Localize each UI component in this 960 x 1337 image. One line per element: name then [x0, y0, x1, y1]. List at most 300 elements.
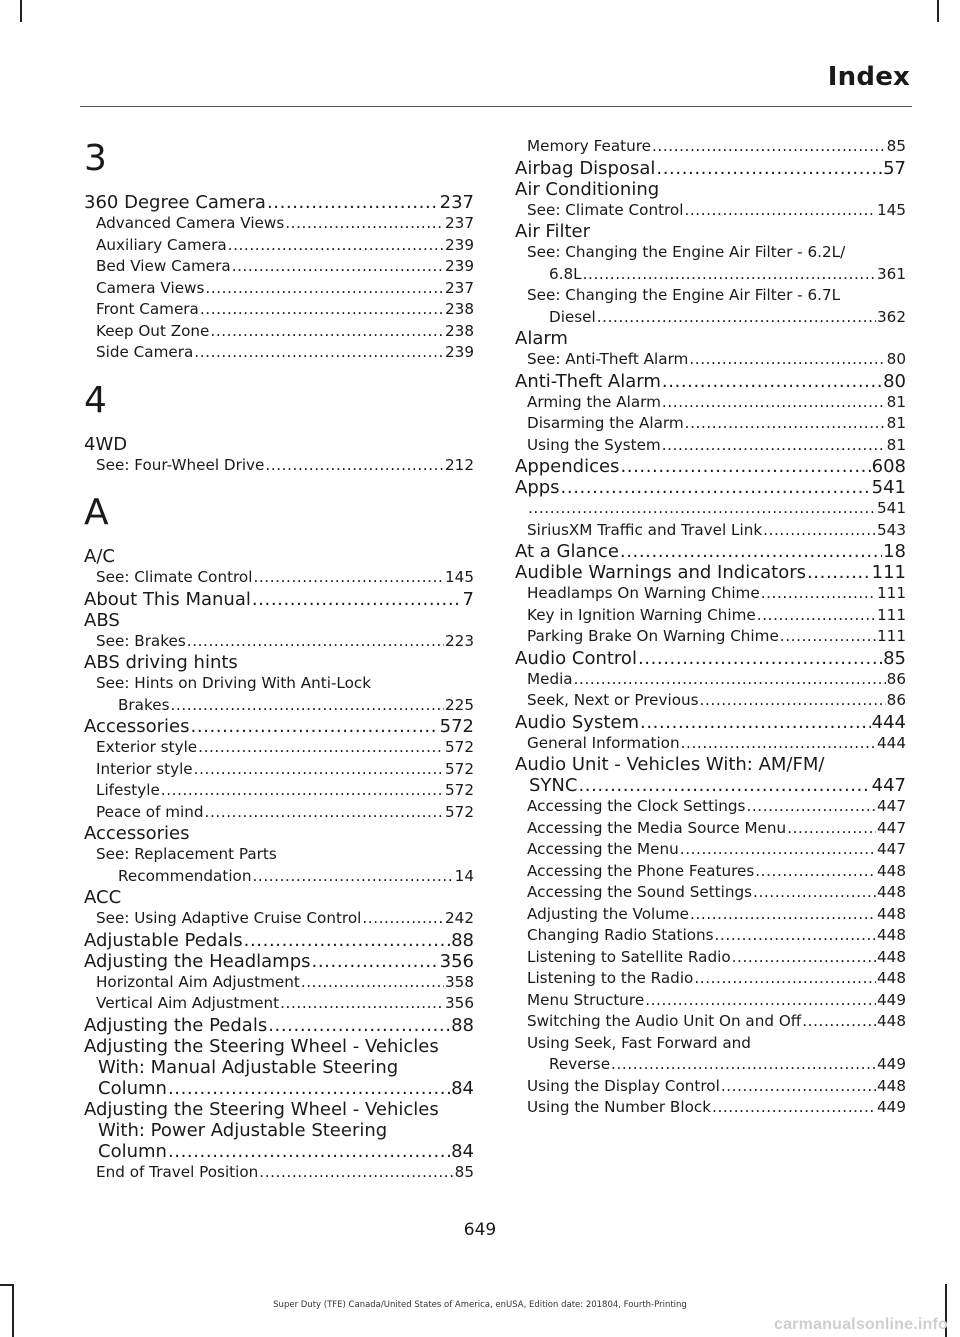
entry-line — [527, 136, 906, 158]
entry-text: Column — [98, 1077, 167, 1099]
index-subentry — [515, 413, 906, 435]
entry-line — [515, 541, 906, 562]
entry-text: Air Conditioning — [515, 178, 660, 200]
entry-line — [515, 775, 906, 796]
index-entry — [84, 192, 474, 213]
dot-leader — [561, 477, 871, 498]
section-letter: A — [84, 492, 109, 533]
entry-line — [96, 631, 474, 653]
page-reference: 145 — [445, 568, 474, 586]
page-reference: 225 — [445, 695, 474, 714]
entry-line — [527, 626, 906, 648]
section-letter: 3 — [84, 138, 107, 179]
dot-leader — [787, 818, 876, 840]
dot-leader — [285, 213, 444, 235]
dot-leader — [210, 321, 444, 343]
page-reference: 572 — [445, 781, 474, 799]
index-subentry — [515, 669, 906, 691]
entry-text: Vertical Aim Adjustment — [96, 994, 280, 1012]
entry-line — [527, 990, 906, 1012]
index-subentry — [84, 631, 474, 653]
entry-text: Lifestyle — [96, 781, 160, 799]
entry-text: Accessing the Media Source Menu — [527, 818, 787, 837]
dot-leader — [268, 1015, 450, 1036]
page-reference: 572 — [445, 802, 474, 821]
page-reference: 7 — [462, 588, 474, 610]
footer-edition-text: Super Duty (TFE) Canada/United States of America, enUSA, Edition date: 201804, Fourth-Printing — [273, 1300, 687, 1310]
entry-line — [527, 733, 906, 755]
entry-line — [527, 968, 906, 990]
page-reference: 608 — [871, 456, 906, 477]
index-subentry — [515, 904, 906, 926]
entry-text: Key in Ignition Warning Chime — [527, 605, 756, 624]
page-reference: 448 — [877, 926, 906, 944]
dot-leader — [620, 456, 870, 477]
index-subentry — [515, 349, 906, 371]
page-reference: 111 — [877, 584, 906, 602]
index-subentry — [515, 200, 906, 222]
dot-leader — [757, 605, 876, 627]
page-reference: 572 — [439, 716, 474, 737]
entry-line — [96, 567, 474, 589]
entry-line — [515, 712, 906, 733]
dot-leader — [205, 802, 444, 824]
index-subentry — [84, 235, 474, 257]
entry-line — [527, 1097, 906, 1119]
entry-line — [527, 1076, 906, 1098]
entry-text: Advanced Camera Views — [96, 214, 285, 232]
page-reference: 444 — [877, 733, 906, 752]
page-reference: 448 — [877, 861, 906, 880]
entry-line — [527, 392, 906, 414]
entry-text: Front Camera — [96, 300, 199, 318]
entry-line — [84, 589, 474, 610]
entry-text: See: Changing the Engine Air Filter - 6.7L — [527, 286, 841, 304]
entry-text: Recommendation — [118, 866, 252, 885]
index-subentry — [515, 498, 906, 520]
dot-leader — [301, 972, 444, 994]
entry-text: SiriusXM Traffic and Travel Link — [527, 520, 763, 539]
dot-leader — [597, 307, 876, 329]
dot-leader — [253, 567, 444, 589]
page-reference: 212 — [445, 455, 474, 474]
dot-leader — [244, 930, 450, 951]
page-reference: 447 — [871, 775, 906, 796]
dot-leader — [168, 1141, 450, 1162]
entry-text: Adjusting the Pedals — [84, 1014, 268, 1036]
entry-text: Using the Display Control — [527, 1076, 720, 1095]
index-entry — [84, 930, 474, 951]
entry-text: ACC — [84, 887, 122, 908]
page-reference: 448 — [877, 883, 906, 901]
index-entry — [515, 456, 906, 477]
dot-leader — [187, 631, 444, 653]
page-reference: 356 — [439, 950, 474, 972]
entry-text: Arming the Alarm — [527, 392, 661, 411]
entry-line — [527, 818, 906, 840]
page-reference: 80 — [886, 350, 906, 368]
dot-leader — [684, 200, 876, 222]
entry-line — [527, 307, 906, 329]
index-entry — [515, 179, 906, 200]
index-entry — [84, 716, 474, 737]
entry-text: Anti-Theft Alarm — [515, 370, 661, 392]
index-subentry — [515, 839, 906, 861]
entry-text: See: Brakes — [96, 631, 186, 650]
entry-text: Auxiliary Camera — [96, 235, 227, 254]
entry-text: ABS driving hints — [84, 652, 238, 673]
entry-line — [96, 235, 474, 257]
index-subentry — [84, 759, 474, 781]
dot-leader — [168, 1078, 450, 1099]
page-reference: 361 — [877, 264, 906, 283]
page-reference: 81 — [886, 392, 906, 411]
entry-text: Accessories — [84, 716, 190, 737]
crop-mark — [12, 1284, 14, 1337]
page-reference: 449 — [877, 1055, 906, 1073]
page-reference: 85 — [454, 1162, 474, 1181]
watermark-logo: carmanualsonline.info — [773, 1316, 948, 1333]
index-subentry — [515, 990, 906, 1012]
page-reference: 80 — [883, 370, 906, 392]
page-reference: 239 — [445, 257, 474, 275]
index-subentry — [515, 690, 906, 712]
entry-text: Accessing the Sound Settings — [527, 883, 753, 901]
entry-text: Accessing the Menu — [527, 840, 679, 858]
index-subentry — [515, 733, 906, 755]
page-reference: 448 — [877, 969, 906, 987]
dot-leader — [362, 908, 444, 930]
index-entry — [84, 546, 474, 567]
page-reference: 358 — [445, 972, 474, 991]
index-entry — [515, 477, 906, 498]
index-subentry — [515, 392, 906, 414]
entry-line — [515, 158, 906, 179]
dot-leader — [528, 498, 876, 520]
page-reference: 448 — [877, 1012, 906, 1030]
entry-line — [84, 1015, 474, 1036]
index-subentry — [84, 908, 474, 930]
entry-text: See: Changing the Engine Air Filter - 6.2L/ — [527, 243, 846, 261]
page-number: 649 — [463, 1220, 497, 1240]
page-reference: 14 — [454, 866, 474, 885]
entry-text: With: Manual Adjustable Steering — [98, 1056, 399, 1078]
entry-text: End of Travel Position — [96, 1162, 259, 1181]
page-reference: 238 — [445, 300, 474, 318]
entry-line — [527, 349, 906, 371]
dot-leader — [656, 158, 882, 179]
entry-text: Exterior style — [96, 738, 198, 756]
dot-leader — [755, 861, 876, 883]
page-reference: 447 — [877, 797, 906, 815]
page-reference: 444 — [871, 711, 906, 733]
page-reference: 237 — [439, 192, 474, 213]
page-reference: 88 — [451, 1014, 474, 1036]
dot-leader — [252, 589, 462, 610]
entry-text: See: Four-Wheel Drive — [96, 455, 265, 474]
dot-leader — [191, 716, 439, 737]
entry-line — [527, 947, 906, 969]
entry-text: Reverse — [549, 1055, 611, 1073]
dot-leader — [732, 947, 876, 969]
entry-text: Airbag Disposal — [515, 157, 656, 179]
index-subentry — [84, 673, 474, 716]
dot-leader — [645, 990, 876, 1012]
entry-text: Diesel — [549, 307, 596, 326]
entry-text: Adjustable Pedals — [84, 929, 243, 951]
index-entry — [84, 1036, 474, 1099]
index-subentry — [84, 213, 474, 235]
index-subentry — [84, 299, 474, 321]
page-reference: 86 — [886, 669, 906, 688]
dot-leader — [620, 541, 882, 562]
page-reference: 541 — [877, 499, 906, 517]
dot-leader — [780, 626, 876, 648]
page-reference: 238 — [445, 321, 474, 340]
entry-line — [96, 342, 474, 364]
page-reference: 448 — [877, 1076, 906, 1095]
index-entry — [84, 1015, 474, 1036]
dot-leader — [761, 583, 876, 605]
entry-line — [527, 1011, 906, 1033]
entry-line — [96, 993, 474, 1015]
index-subentry — [515, 882, 906, 904]
index-column-right — [515, 136, 906, 1119]
entry-line — [515, 456, 906, 477]
entry-text: A/C — [84, 546, 115, 567]
entry-text: 360 Degree Camera — [84, 192, 266, 213]
dot-leader — [763, 520, 876, 542]
page-reference: 81 — [886, 435, 906, 454]
dot-leader — [170, 695, 444, 717]
index-subentry — [515, 435, 906, 457]
entry-text: 6.8L — [549, 264, 582, 283]
index-subentry — [515, 242, 906, 285]
dot-leader — [721, 1076, 876, 1098]
entry-text: Apps — [515, 477, 560, 498]
index-subentry — [515, 947, 906, 969]
entry-text: Switching the Audio Unit On and Off — [527, 1012, 802, 1030]
entry-text: Audio Unit - Vehicles With: AM/FM/ — [515, 754, 825, 775]
page-reference: 362 — [877, 307, 906, 326]
index-entry — [84, 589, 474, 610]
index-subentry — [515, 520, 906, 542]
header-divider — [80, 106, 912, 107]
page-reference: 543 — [877, 520, 906, 539]
entry-text: Bed View Camera — [96, 257, 231, 275]
dot-leader — [662, 371, 882, 392]
page-reference: 223 — [445, 631, 474, 650]
dot-leader — [312, 951, 439, 972]
page-reference: 448 — [877, 904, 906, 923]
index-subentry — [515, 1097, 906, 1119]
dot-leader — [205, 278, 444, 300]
page-reference: 86 — [886, 691, 906, 709]
index-entry — [515, 541, 906, 562]
entry-line — [515, 477, 906, 498]
entry-line — [96, 695, 474, 717]
page-reference: 84 — [451, 1077, 474, 1099]
entry-line — [84, 1078, 474, 1099]
dot-leader — [259, 1162, 453, 1184]
entry-line — [527, 1054, 906, 1076]
entry-line — [96, 455, 474, 477]
index-subentry — [515, 583, 906, 605]
index-subentry — [84, 567, 474, 589]
dot-leader — [578, 775, 870, 796]
page-reference: 88 — [451, 929, 474, 951]
entry-line — [527, 520, 906, 542]
index-entry — [84, 610, 474, 631]
entry-line — [96, 1162, 474, 1184]
page-reference: 145 — [877, 200, 906, 219]
index-subentry — [84, 993, 474, 1015]
entry-line — [527, 796, 906, 818]
entry-line — [96, 321, 474, 343]
entry-line — [515, 371, 906, 392]
page-reference: 239 — [445, 235, 474, 254]
entry-line — [84, 192, 474, 213]
entry-line — [84, 716, 474, 737]
entry-text: Listening to Satellite Radio — [527, 947, 731, 966]
index-entry — [515, 328, 906, 349]
dot-leader — [611, 1054, 876, 1076]
dot-leader — [685, 413, 886, 435]
entry-line — [527, 413, 906, 435]
page-reference: 447 — [877, 840, 906, 858]
entry-text: Headlamps On Warning Chime — [527, 584, 760, 602]
entry-text: Audio System — [515, 711, 640, 733]
index-subentry — [84, 737, 474, 759]
entry-line — [527, 925, 906, 947]
dot-leader — [807, 562, 871, 583]
entry-line — [84, 951, 474, 972]
entry-line — [96, 213, 474, 235]
index-entry — [84, 434, 474, 455]
index-subentry — [515, 285, 906, 328]
entry-text: Interior style — [96, 759, 193, 778]
dot-leader — [690, 904, 876, 926]
entry-text: Audible Warnings and Indicators — [515, 562, 806, 583]
entry-line — [527, 605, 906, 627]
entry-text: General Information — [527, 733, 680, 752]
entry-text: Brakes — [118, 695, 170, 714]
index-subentry — [84, 342, 474, 364]
page-reference: 85 — [883, 647, 906, 669]
entry-line — [515, 562, 906, 583]
dot-leader — [228, 235, 444, 257]
dot-leader — [753, 882, 876, 904]
entry-text: Peace of mind — [96, 802, 204, 821]
page-reference: 239 — [445, 343, 474, 361]
entry-line — [96, 802, 474, 824]
dot-leader — [198, 737, 444, 759]
dot-leader — [574, 669, 886, 691]
entry-text: Media — [527, 669, 573, 688]
entry-text: Adjusting the Headlamps — [84, 950, 311, 972]
dot-leader — [715, 925, 876, 947]
entry-text: Air Filter — [515, 221, 591, 242]
entry-line — [527, 839, 906, 861]
page-reference: 111 — [877, 627, 906, 645]
entry-text: About This Manual — [84, 588, 251, 610]
entry-text: ABS — [84, 609, 120, 631]
entry-text: See: Using Adaptive Cruise Control — [96, 909, 362, 927]
entry-line — [96, 256, 474, 278]
entry-text: At a Glance — [515, 541, 619, 562]
entry-line — [527, 669, 906, 691]
entry-line — [96, 780, 474, 802]
index-subentry — [84, 972, 474, 994]
entry-text: Changing Radio Stations — [527, 926, 714, 944]
index-subentry — [84, 802, 474, 824]
page-reference: 57 — [883, 157, 906, 179]
entry-line — [527, 904, 906, 926]
index-entry — [84, 887, 474, 908]
entry-text: Accessing the Clock Settings — [527, 797, 746, 815]
dot-leader — [746, 796, 876, 818]
index-subentry — [84, 321, 474, 343]
dot-leader — [267, 192, 439, 213]
entry-line — [527, 861, 906, 883]
entry-text: Adjusting the Volume — [527, 904, 690, 923]
entry-text: Adjusting the Steering Wheel - Vehicles — [84, 1035, 439, 1057]
dot-leader — [583, 264, 876, 286]
page-title: Index — [827, 62, 910, 92]
index-entry — [515, 712, 906, 733]
entry-text: 4WD — [84, 433, 128, 455]
page-reference: 84 — [451, 1140, 474, 1162]
dot-leader — [232, 256, 444, 278]
dot-leader — [194, 342, 444, 364]
index-entry — [84, 823, 474, 844]
index-entry — [515, 158, 906, 179]
dot-leader — [652, 136, 886, 158]
page-reference: 18 — [883, 541, 906, 562]
entry-text: SYNC — [529, 775, 578, 796]
dot-leader — [662, 435, 886, 457]
page-reference: 541 — [871, 477, 906, 498]
dot-leader — [200, 299, 444, 321]
entry-line — [527, 498, 906, 520]
page-reference: 356 — [445, 994, 474, 1012]
entry-text: Using the System — [527, 435, 661, 454]
index-subentry — [515, 925, 906, 947]
crop-mark — [20, 0, 22, 22]
dot-leader — [681, 733, 876, 755]
index-subentry — [515, 605, 906, 627]
entry-text: Listening to the Radio — [527, 969, 694, 987]
dot-leader — [194, 759, 444, 781]
dot-leader — [252, 866, 453, 888]
index-subentry — [515, 968, 906, 990]
dot-leader — [700, 690, 886, 712]
entry-line — [96, 866, 474, 888]
dot-leader — [161, 780, 444, 802]
entry-line — [527, 690, 906, 712]
index-entry — [515, 754, 906, 796]
entry-line — [527, 264, 906, 286]
index-entry — [515, 648, 906, 669]
entry-text: Column — [98, 1140, 167, 1162]
crop-mark — [937, 0, 939, 22]
entry-text: Memory Feature — [527, 137, 651, 155]
index-entry — [515, 562, 906, 583]
entry-text: Menu Structure — [527, 990, 645, 1009]
entry-text: Seek, Next or Previous — [527, 691, 699, 709]
entry-text: Camera Views — [96, 278, 205, 297]
entry-line — [527, 435, 906, 457]
